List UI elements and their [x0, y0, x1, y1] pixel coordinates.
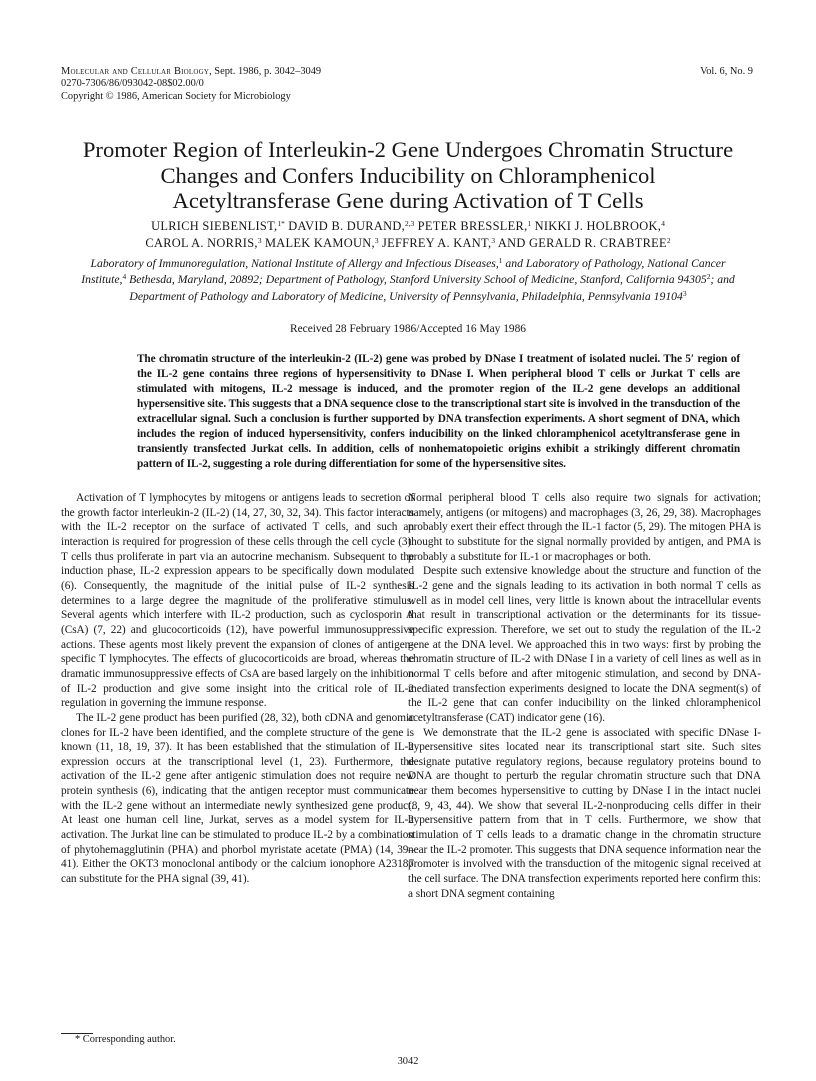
copyright-line: Copyright © 1986, American Society for Microbiology [61, 90, 291, 102]
paragraph: The IL-2 gene product has been purified (28, 32), both cDNA and genomic clones for IL-2 have been identified, and the complete structure of the gene is known (11, 18, 19, 37). It has been established that the stimulation of IL-2 expression occurs at the transcriptional level (1, 23). Furthermore, the activation of the IL-2 gene after antigenic stimulation does not require new protein synthesis (6), indicating that the antigen receptor must communicate with the IL-2 gene without an intermediate newly synthesized gene product. At least one human cell line, Jurkat, serves as a model system for IL-2 activation. The Jurkat line can be stimulated to produce IL-2 by a combination of phytohemagglutinin (PHA) and phorbol myristate acetate (PMA) (14, 39–41). Either the OKT3 monoclonal antibody or the calcium ionophore A23187 can substitute for the PHA signal (39, 41). [61, 711, 414, 886]
body-column-left [61, 491, 414, 887]
running-header [61, 66, 753, 103]
author: CAROL A. NORRIS,$^3$ [145, 236, 262, 250]
author: NIKKI J. HOLBROOK,$^4$ [534, 219, 665, 233]
received-dates: Received 28 February 1986/Accepted 16 May 1986 [290, 323, 526, 335]
paragraph: Normal peripheral blood T cells also require two signals for activation; namely, antigens (or mitogens) and macrophages (3, 26, 29, 38). Macrophages probably exert their effect through the IL-1 factor (5, 29). The mitogen PHA is thought to substitute for the signal normally provided by antigen, and PMA is probably a substitute for IL-1 or macrophages or both. [408, 492, 761, 563]
journal-name: Molecular and Cellular Biology [61, 66, 210, 77]
author: PETER BRESSLER,$^1$ [417, 219, 532, 233]
journal-citation [61, 66, 321, 78]
author: MALEK KAMOUN,$^3$ [264, 236, 379, 250]
article-title: Promoter Region of Interleukin-2 Gene Undergoes Chromatin Structure Changes and Confers Inducibility on Chloramphenicol Acetyltransferase Gene during Activation of T Cells [82, 137, 734, 213]
abstract: The chromatin structure of the interleukin-2 (IL-2) gene was probed by DNase I treatment of isolated nuclei. The 5′ region of the IL-2 gene contains three regions of hypersensitivity to DNase I. When peripheral blood T cells or Jurkat T cells are stimulated with mitogens, IL-2 message is induced, and the promoter region of the IL-2 gene develops an additional hypersensitive site. This suggests that a DNA sequence close to the transcriptional start site is involved in the transduction of the extracellular signal. Such a conclusion is further supported by DNA transfection experiments. A short segment of DNA, which includes the region of induced hypersensitivity, confers inducibility on the linked chloramphenicol acetyltransferase gene in transiently transfected Jurkat cells. In addition, cells of nonhematopoietic origins exhibit a strikingly different chromatin pattern of IL-2, suggesting a role during differentiation for some of the hypersensitive sites. [137, 353, 740, 471]
author: AND GERALD R. CRABTREE$^2$ [497, 236, 671, 250]
author-list [70, 218, 746, 252]
author: ULRICH SIEBENLIST,$^{1*}$ [151, 219, 285, 233]
affiliations: Laboratory of Immunoregulation, National Institute of Allergy and Infectious Diseases,$^1$ and Laboratory of Pathology, National Cancer Institute,$^4$ Bethesda, Maryland, 20892; Department of Pathology, Stanford University School of Medicine, Stanford, California 94305$^2$; and Department of Pathology and Laboratory of Medicine, University of Pennsylvania, Philadelphia, Pennsylvania 19104$^3$ [81, 256, 735, 303]
author: DAVID B. DURAND,$^{2,3}$ [288, 219, 415, 233]
paragraph: Activation of T lymphocytes by mitogens or antigens leads to secretion of the growth factor interleukin-2 (IL-2) (14, 27, 30, 32, 34). This factor interacts with the IL-2 receptor on the surface of activated T cells, and such an interaction is required for progression of these cells through the cell cycle (3). T cells thus proliferate in part via an autocrine mechanism. Subsequent to the induction phase, IL-2 expression appears to be specifically down modulated (6). Consequently, the magnitude of the initial pulse of IL-2 synthesis determines to a large degree the magnitude of the proliferative stimulus. Several agents which interfere with IL-2 production, such as cyclosporin A (CsA) (7, 22) and glucocorticoids (12), have powerful immunosuppressive actions. These agents most likely prevent the expansion of clones of antigen-specific T lymphocytes. The effects of glucocorticoids are broad, whereas the dramatic immunosuppressive effects of CsA are based largely on the inhibition of IL-2 production and give some insight into the critical role of IL-2 regulation in governing the immune response. [61, 492, 414, 710]
issue-info: , Sept. 1986, p. 3042–3049 [209, 66, 322, 77]
paragraph: Despite such extensive knowledge about the structure and function of the IL-2 gene and the signals leading to its activation in both normal T cells as well as in model cell lines, very little is known about the intracellular events that result in transcriptional activation or the determinants for its tissue-specific expression. Therefore, we set out to study the regulation of the IL-2 gene at the DNA level. We approached this in two ways: first by probing the chromatin structure of IL-2 with DNase I in a variety of cell lines as well as in normal T cells before and after mitogenic stimulation, and second by DNA-mediated transfection experiments designed to locate the DNA segment(s) of the IL-2 gene that can confer inducibility on the linked chloramphenicol acetyltransferase (CAT) indicator gene (16). [408, 565, 761, 724]
page-number: 3042 [397, 1056, 419, 1067]
article-code: 0270-7306/86/093042-08$02.00/0 [61, 78, 204, 90]
volume-info: Vol. 6, No. 9 [700, 66, 753, 77]
body-column-right [408, 491, 761, 901]
footnote: * Corresponding author. [75, 1034, 176, 1045]
author: JEFFREY A. KANT,$^3$ [381, 236, 496, 250]
paragraph: We demonstrate that the IL-2 gene is associated with specific DNase I-hypersensitive sites located near its transcriptional start site. Such sites designate putative regulatory regions, because regulatory proteins bound to DNA are thought to perturb the regular chromatin structure such that DNA near them becomes hypersensitive to cutting by DNase I in the intact nuclei (8, 9, 43, 44). We show that several IL-2-nonproducing cells differ in their hypersensitive pattern from that in T cells. Furthermore, we show that stimulation of T cells leads to a dramatic change in the chromatin structure near the IL-2 promoter. This suggests that DNA sequence information near the promoter is involved with the transduction of the mitogenic signal received at the cell surface. The DNA transfection experiments reported here confirm this: a short DNA segment containing [408, 726, 761, 900]
